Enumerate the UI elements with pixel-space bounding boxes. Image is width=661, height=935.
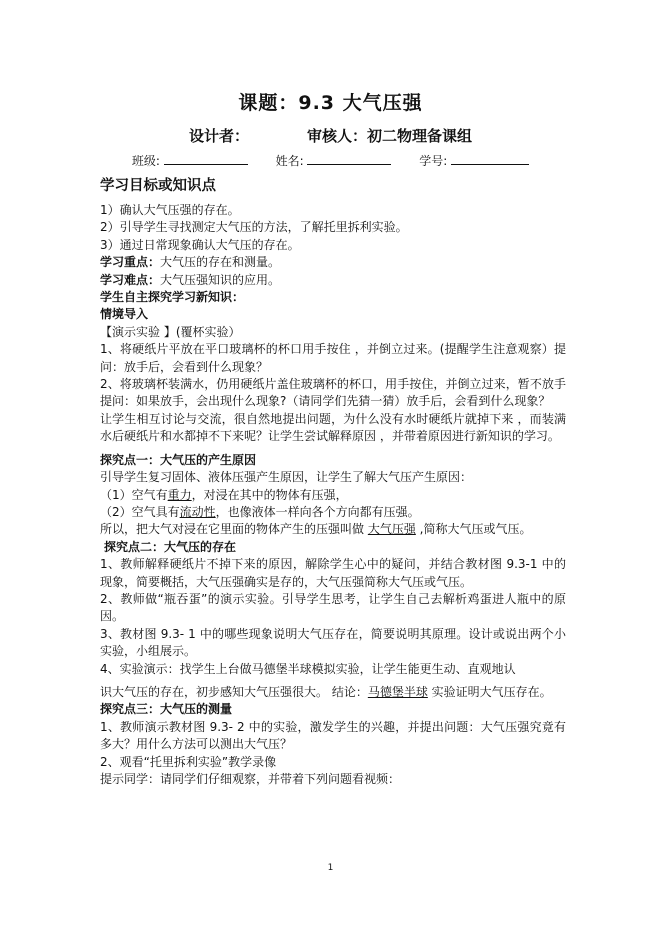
point2-paragraph-1: 1、教师解释硬纸片不掉下来的原因，解除学生心中的疑问，并结合教材图 9.3-1 中的现象，简要概括，大气压强确实是存的，大气压强简称大气压或气压。 <box>100 557 566 589</box>
objective-item: 3）通过日常现象确认大气压的存在。 <box>100 237 300 252</box>
text-span: ，对浸在其中的物体有压强， <box>191 487 348 502</box>
fill-answer: 重力 <box>167 487 192 502</box>
point2-paragraph-3: 3、教材图 9.3- 1 中的哪些现象说明大气压存在，简要说明其原理。设计或说出两个小实验，小组展示。 <box>100 626 566 659</box>
point2-paragraph-4: 4、实验演示：找学生上台做马德堡半球模拟实验，让学生能更生动、直观地认 <box>100 661 516 676</box>
point2-paragraph-2: 2、教师做“瓶吞蛋”的演示实验。引导学生思考，让学生自己去解析鸡蛋进人瓶中的原因。 <box>100 591 566 624</box>
text-span: （1）空气有 <box>100 487 168 502</box>
text-span: （2）空气具有 <box>100 504 180 519</box>
demo-step-2: 2、将玻璃杯装满水，仍用硬纸片盖住玻璃杯的杯口，用手按住，并倒立过来，暂不放手提问：如果放手，会出现什么现象?（请同学们先猜一猜）放手后，会看到什么现象？ <box>100 377 566 409</box>
section-heading-objectives: 学习目标或知识点 <box>100 178 216 194</box>
text-span: 所以，把大气对浸在它里面的物体产生的压强叫做 <box>100 522 368 537</box>
number-label: 学号: <box>419 154 448 168</box>
point1-heading: 探究点一：大气压的产生原因 <box>100 452 257 467</box>
point1-item-2 <box>100 504 566 521</box>
key-point-text: 大气压的存在和测量。 <box>160 255 281 270</box>
key-point-label: 学习重点： <box>100 255 161 270</box>
difficulty-label: 学习难点： <box>100 272 161 287</box>
key-point-line <box>100 254 566 271</box>
point1-item-1 <box>100 487 566 504</box>
name-label: 姓名: <box>275 154 304 168</box>
author-line <box>0 125 661 146</box>
point3-heading: 探究点三：大气压的测量 <box>100 702 233 717</box>
self-study-heading: 学生自主探究学习新知识： <box>100 290 245 305</box>
lesson-title: 课题：9.3 大气压强 <box>238 92 423 114</box>
reviewer-label: 审核人：初二物理备课组 <box>307 127 473 145</box>
point3-paragraph-2: 2、观看“托里拆利实验”教学录像 <box>100 754 277 769</box>
fill-answer: 大气压强 <box>367 522 416 537</box>
point3-paragraph-3: 提示同学：请同学们仔细观察，并带着下列问题看视频： <box>100 772 401 786</box>
class-label: 班级: <box>131 154 160 168</box>
student-info-line <box>0 152 661 169</box>
text-span: 实验证明大气压存在。 <box>427 684 552 699</box>
demo-step-1: 1、将硬纸片平放在平口玻璃杯的杯口用手按住 ，并倒立过来。(提醒学生注意观察）提问：放手后，会看到什么现象？ <box>100 342 566 374</box>
point2-conclusion <box>100 684 566 701</box>
page-number: 1 <box>327 863 334 873</box>
text-span: 识大气压的存在，初步感知大气压强很大。 结论： <box>100 684 368 699</box>
point1-intro: 引导学生复习固体、液体压强产生原因，让学生了解大气压产生原因： <box>100 470 473 485</box>
class-blank[interactable] <box>164 152 248 165</box>
difficulty-text: 大气压强知识的应用。 <box>160 272 281 287</box>
number-blank[interactable] <box>451 152 529 165</box>
scene-intro-heading: 情境导入 <box>100 307 149 322</box>
point3-paragraph-1: 1、教师演示教材图 9.3- 2 中的实验，激发学生的兴趣，并提出问题：大气压强究竟有多大？用什么方法可以测出大气压？ <box>100 719 566 752</box>
objective-item: 2）引导学生寻找测定大气压的方法，了解托里拆利实验。 <box>100 220 408 235</box>
designer-label: 设计者： <box>188 127 249 145</box>
document-body <box>100 176 566 788</box>
objective-item: 1）确认大气压强的存在。 <box>100 203 240 217</box>
difficulty-line <box>100 272 566 289</box>
fill-answer: 流动性 <box>179 504 216 519</box>
discussion-paragraph: 让学生相互讨论与交流，很自然地提出问题，为什么没有水时硬纸片就掉下来 ，而装满水后硬纸片和水都掉不下来呢？让学生尝试解释原因 ，并带着原因进行新知识的学习。 <box>100 411 566 444</box>
point1-summary <box>100 521 566 538</box>
demo-label: 【演示实验 】(覆杯实验） <box>100 324 241 339</box>
text-span: ，也像液体一样向各个方向都有压强。 <box>215 504 420 519</box>
text-span: ,简称大气压或气压。 <box>415 522 532 537</box>
fill-answer: 马德堡半球 <box>367 684 428 699</box>
point2-heading: 探究点二：大气压的存在 <box>104 539 237 554</box>
name-blank[interactable] <box>307 152 391 165</box>
